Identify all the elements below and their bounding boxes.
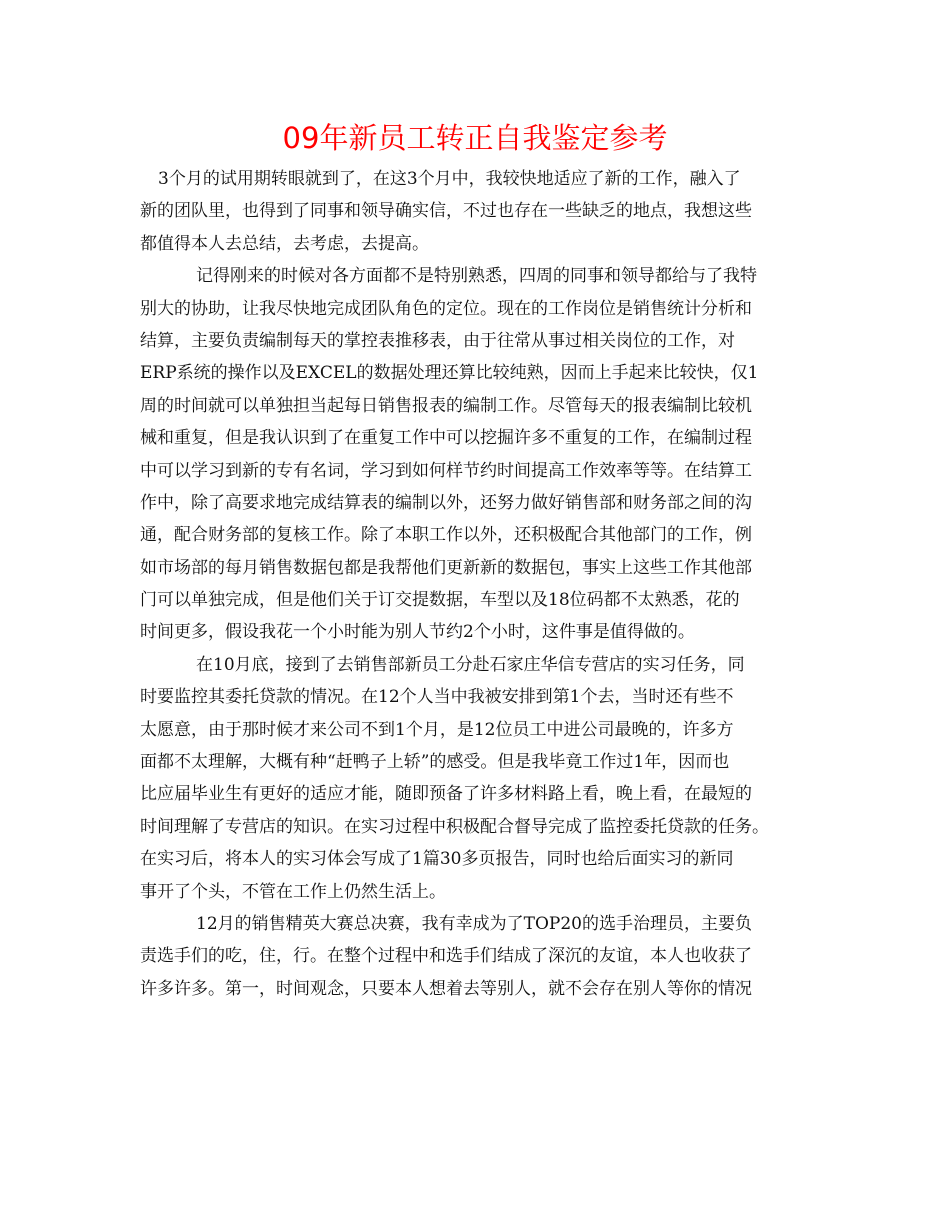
paragraph-line: 在10月底，接到了去销售部新员工分赴石家庄华信专营店的实习任务，同 bbox=[196, 654, 745, 675]
paragraph-line: 通，配合财务部的复核工作。除了本职工作以外，还积极配合其他部门的工作，例 bbox=[140, 525, 752, 546]
paragraph-line: 作中，除了高要求地完成结算表的编制以外，还努力做好销售部和财务部之间的沟 bbox=[140, 492, 752, 513]
paragraph-line: 时间理解了专营店的知识。在实习过程中积极配合督导完成了监控委托贷款的任务。 bbox=[140, 816, 769, 837]
paragraph-line: 面都不太理解，大概有种“赶鸭子上轿”的感受。但是我毕竟工作过1年，因而也 bbox=[140, 752, 730, 773]
paragraph-line: 12月的销售精英大赛总决赛，我有幸成为了TOP20的选手治理员，主要负 bbox=[196, 913, 752, 934]
paragraph-line: 在实习后，将本人的实习体会写成了1篇30多页报告，同时也给后面实习的新同 bbox=[140, 849, 734, 870]
paragraph-line: 新的团队里，也得到了同事和领导确实信，不过也存在一些缺乏的地点，我想这些 bbox=[140, 201, 752, 222]
paragraph-line: 时间更多，假设我花一个小时能为别人节约2个小时，这件事是值得做的。 bbox=[140, 622, 695, 643]
paragraph-line: 周的时间就可以单独担当起每日销售报表的编制工作。尽管每天的报表编制比较机 bbox=[140, 395, 752, 416]
document-body bbox=[140, 163, 820, 1005]
paragraph-line: 如市场部的每月销售数据包都是我帮他们更新新的数据包，事实上这些工作其他部 bbox=[140, 557, 752, 578]
paragraph-line: 别大的协助，让我尽快地完成团队角色的定位。现在的工作岗位是销售统计分析和 bbox=[140, 298, 752, 319]
paragraph-line: 比应届毕业生有更好的适应才能，随即预备了许多材料路上看，晚上看，在最短的 bbox=[140, 784, 752, 805]
paragraph-line: 都值得本人去总结，去考虑，去提高。 bbox=[140, 233, 429, 254]
paragraph-line: 许多许多。第一，时间观念，只要本人想着去等别人，就不会存在别人等你的情况 bbox=[140, 978, 752, 999]
paragraph-line: 事开了个头，不管在工作上仍然生活上。 bbox=[140, 881, 446, 902]
paragraph-line: 门可以单独完成，但是他们关于订交提数据，车型以及18位码都不太熟悉，花的 bbox=[140, 590, 740, 611]
paragraph-line: 械和重复，但是我认识到了在重复工作中可以挖掘许多不重复的工作，在编制过程 bbox=[140, 428, 752, 449]
paragraph-line: ERP系统的操作以及EXCEL的数据处理还算比较纯熟，因而上手起来比较快，仅1 bbox=[140, 363, 759, 384]
paragraph-line: 责选手们的吃，住，行。在整个过程中和选手们结成了深沉的友谊，本人也收获了 bbox=[140, 946, 752, 967]
paragraph-line: 中可以学习到新的专有名词，学习到如何样节约时间提高工作效率等等。在结算工 bbox=[140, 460, 752, 481]
document-title: 09年新员工转正自我鉴定参考 bbox=[282, 121, 668, 155]
paragraph-line: 太愿意，由于那时候才来公司不到1个月，是12位员工中进公司最晚的，许多方 bbox=[140, 719, 734, 740]
paragraph-line: 时要监控其委托贷款的情况。在12个人当中我被安排到第1个去，当时还有些不 bbox=[140, 687, 734, 708]
paragraph-line: 3个月的试用期转眼就到了，在这3个月中，我较快地适应了新的工作，融入了 bbox=[158, 169, 741, 189]
paragraph-line: 结算，主要负责编制每天的掌控表推移表，由于往常从事过相关岗位的工作，对 bbox=[140, 330, 735, 351]
paragraph-line: 记得刚来的时候对各方面都不是特别熟悉，四周的同事和领导都给与了我特 bbox=[196, 266, 757, 287]
